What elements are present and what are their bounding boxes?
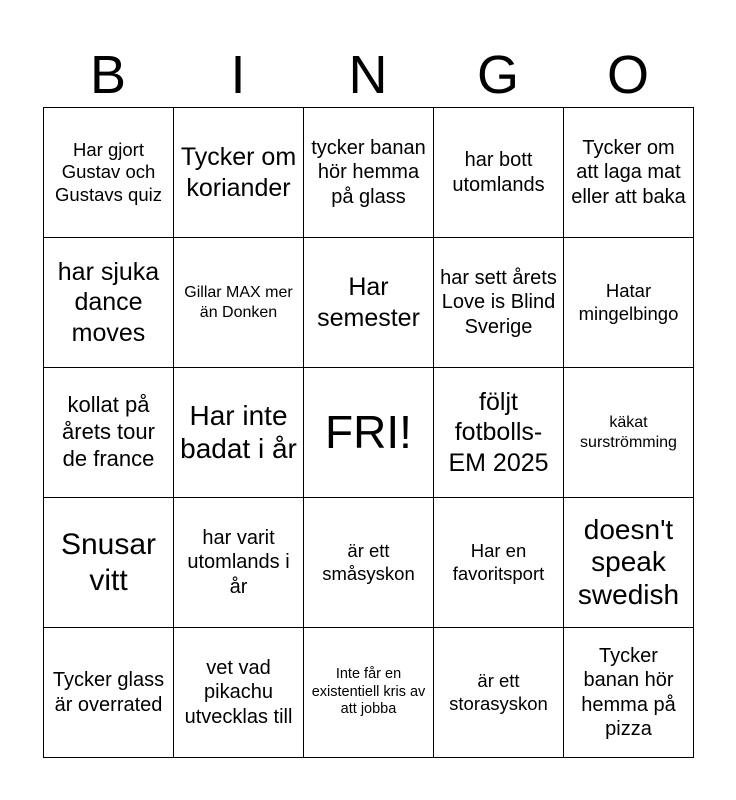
bingo-cell[interactable]: Tycker om koriander — [174, 108, 304, 238]
header-letter-n: N — [348, 45, 388, 105]
bingo-cell[interactable]: Tycker om att laga mat eller att baka — [564, 108, 694, 238]
bingo-cell[interactable]: tycker banan hör hemma på glass — [304, 108, 434, 238]
free-space-cell[interactable]: FRI! — [304, 368, 434, 498]
bingo-cell[interactable]: Har semester — [304, 238, 434, 368]
bingo-board — [43, 107, 694, 758]
bingo-cell[interactable]: har sjuka dance moves — [44, 238, 174, 368]
bingo-cell[interactable]: är ett storasyskon — [434, 628, 564, 758]
bingo-cell[interactable]: Gillar MAX mer än Donken — [174, 238, 304, 368]
header-letter-o: O — [606, 45, 649, 105]
bingo-cell[interactable]: Har inte badat i år — [174, 368, 304, 498]
bingo-cell[interactable]: Tycker glass är overrated — [44, 628, 174, 758]
bingo-cell[interactable]: är ett småsyskon — [304, 498, 434, 628]
header-letter-g: G — [476, 45, 519, 105]
bingo-cell[interactable]: Har en favoritsport — [434, 498, 564, 628]
bingo-cell[interactable]: har sett årets Love is Blind Sverige — [434, 238, 564, 368]
bingo-header — [43, 44, 693, 106]
bingo-cell[interactable]: vet vad pikachu utvecklas till — [174, 628, 304, 758]
header-letter-b: B — [89, 45, 127, 105]
bingo-cell[interactable]: kollat på årets tour de france — [44, 368, 174, 498]
bingo-cell[interactable]: Tycker banan hör hemma på pizza — [564, 628, 694, 758]
bingo-cell[interactable]: har bott utomlands — [434, 108, 564, 238]
bingo-cell[interactable]: följt fotbolls-EM 2025 — [434, 368, 564, 498]
bingo-cell[interactable]: Snusar vitt — [44, 498, 174, 628]
bingo-cell[interactable]: Inte får en existentiell kris av att jobba — [304, 628, 434, 758]
header-letter-i: I — [230, 45, 246, 105]
bingo-cell[interactable]: Har gjort Gustav och Gustavs quiz — [44, 108, 174, 238]
bingo-cell[interactable]: har varit utomlands i år — [174, 498, 304, 628]
bingo-cell[interactable]: doesn't speak swedish — [564, 498, 694, 628]
bingo-cell[interactable]: Hatar mingelbingo — [564, 238, 694, 368]
bingo-cell[interactable]: käkat surströmming — [564, 368, 694, 498]
